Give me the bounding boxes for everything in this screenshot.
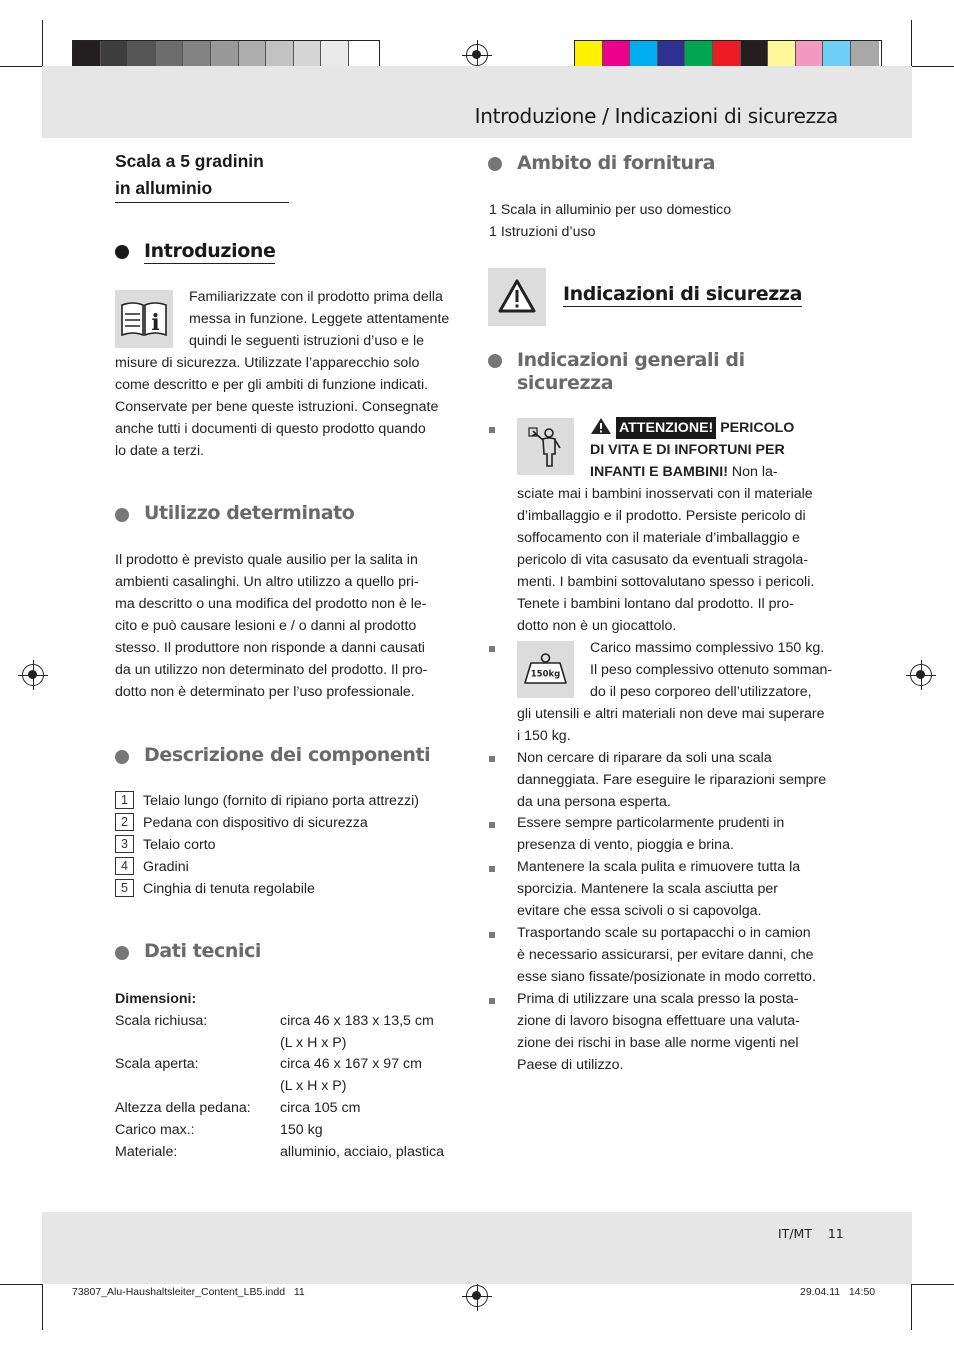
crop-mark [42, 20, 43, 66]
text-line: messa in funzione. Leggete attentamente [189, 311, 450, 327]
crop-mark [0, 66, 42, 67]
warning-small-icon [590, 417, 612, 435]
weight-150kg-icon [517, 641, 574, 698]
crop-mark [911, 20, 912, 66]
gray-swatch [101, 41, 129, 69]
color-swatch [685, 41, 713, 69]
text-line: do il peso corporeo dell’utilizzatore, [590, 684, 812, 700]
gray-swatch [349, 41, 377, 69]
section-bullet [115, 508, 129, 522]
spec-value: circa 46 x 183 x 13,5 cm [280, 1013, 434, 1029]
product-title-line: Scala a 5 gradinin [115, 151, 264, 171]
safety-item [517, 812, 857, 856]
section-heading-componenti: Descrizione dei componenti [144, 744, 431, 766]
heading-line: sicurezza [517, 372, 614, 394]
text-line: ma descritto o una modifica del prodotto non è le- [115, 596, 427, 612]
text-line: Il peso complessivo ottenuto somman- [590, 662, 833, 678]
text-line: lo date a terzi. [115, 443, 205, 459]
registration-mark-icon [466, 44, 488, 66]
component-label: Pedana con dispositivo di sicurezza [143, 815, 368, 831]
section-bullet [115, 245, 129, 259]
component-label: Telaio lungo (fornito di ripiano porta attrezzi) [143, 793, 420, 809]
safety-item [517, 988, 857, 1076]
spec-value: circa 46 x 167 x 97 cm [280, 1056, 422, 1072]
text-line: Non cercare di riparare da soli una scala [517, 750, 772, 766]
color-swatch [796, 41, 824, 69]
crop-mark [0, 1284, 42, 1285]
list-square [489, 427, 495, 433]
crop-mark [912, 1284, 954, 1285]
section-bullet [488, 354, 502, 368]
intro-text [189, 286, 469, 352]
color-swatch [851, 41, 879, 69]
weight-label: 150kg [530, 669, 561, 680]
component-label: Cinghia di tenuta regolabile [143, 881, 315, 897]
list-square [489, 756, 495, 762]
color-swatch [823, 41, 851, 69]
warning-line [590, 461, 850, 483]
text-line: presenza di vento, pioggia e brina. [517, 837, 734, 853]
text-line: anche tutti i documenti di questo prodotto quando [115, 421, 426, 437]
text-line: misure di sicurezza. Utilizzate l’apparecchio solo [115, 355, 420, 371]
component-number: 3 [115, 835, 134, 853]
section-bullet [115, 750, 129, 764]
warning-line [590, 417, 850, 439]
warning-line: DI VITA E DI INFORTUNI PER [590, 442, 785, 458]
color-swatch [741, 41, 769, 69]
warning-triangle-icon [488, 268, 546, 326]
list-square [489, 822, 495, 828]
text-line: quindi le seguenti istruzioni d’uso e le [189, 333, 425, 349]
text-line: Prima di utilizzare una scala presso la posta- [517, 991, 799, 1007]
text-line: sciate mai i bambini inosservati con il materiale [517, 486, 813, 502]
heading-line: Indicazioni generali di [517, 349, 745, 371]
supply-item: 1 Istruzioni d’uso [489, 224, 596, 240]
text-line: Essere sempre particolarmente prudenti in [517, 815, 785, 831]
text-line: menti. I bambini sottovalutano spesso i pericoli. [517, 574, 815, 590]
text-line: è necessario assicurarsi, per evitare danni, che [517, 947, 814, 963]
section-heading-dati: Dati tecnici [144, 940, 262, 962]
spec-value: circa 105 cm [280, 1100, 361, 1116]
component-label: Telaio corto [143, 837, 216, 853]
gray-swatch [266, 41, 294, 69]
color-swatch [713, 41, 741, 69]
section-heading-generali [517, 349, 745, 395]
text-line: dotto non è determinato per l’uso professionale. [115, 684, 415, 700]
spec-label: Carico max.: [115, 1122, 195, 1138]
safety-item [517, 747, 857, 813]
gray-swatch [211, 41, 239, 69]
text-line: soffocamento con il materiale d’imballaggio e [517, 530, 800, 546]
section-bullet [488, 157, 502, 171]
warning-text-block [517, 483, 857, 637]
component-number: 5 [115, 879, 134, 897]
text-line: Il prodotto è previsto quale ausilio per la salita in [115, 552, 418, 568]
section-bullet [115, 946, 129, 960]
gray-swatch [156, 41, 184, 69]
page-number: IT/MT 11 [778, 1226, 844, 1241]
text-line: come descritto e per gli ambiti di funzione indicati. [115, 377, 429, 393]
file-slug: 73807_Alu-Haushaltsleiter_Content_LB5.indd 11 [72, 1286, 305, 1298]
section-heading-utilizzo: Utilizzo determinato [144, 502, 355, 524]
date-slug: 29.04.11 14:50 [800, 1286, 876, 1298]
gray-swatch [183, 41, 211, 69]
text-line: pericolo di vita casusato da eventuali stragola- [517, 552, 809, 568]
list-square [489, 998, 495, 1004]
text-line: cito e può causare lesioni e / o danni al prodotto [115, 618, 417, 634]
text-line: ambienti casalinghi. Un altro utilizzo a quello pri- [115, 574, 419, 590]
spec-label: Altezza della pedana: [115, 1100, 251, 1116]
safety-item [517, 856, 857, 922]
usage-text [115, 549, 470, 703]
spec-value: alluminio, acciaio, plastica [280, 1144, 445, 1160]
crop-mark [912, 66, 954, 67]
text-line: dotto non è un giocattolo. [517, 618, 677, 634]
list-square [489, 866, 495, 872]
component-number: 2 [115, 813, 134, 831]
text-line: zione di lavoro bisogna effettuare una valuta- [517, 1013, 800, 1029]
intro-text-cont [115, 352, 470, 462]
load-text [517, 703, 857, 747]
product-title [115, 148, 289, 203]
safety-item [517, 922, 857, 988]
spec-value: (L x H x P) [280, 1035, 347, 1051]
component-number: 1 [115, 791, 134, 809]
color-swatch [768, 41, 796, 69]
spec-label: Materiale: [115, 1144, 178, 1160]
svg-text:i: i [151, 310, 160, 336]
component-label: Gradini [143, 859, 189, 875]
warning-text: INFANTI E BAMBINI! [590, 464, 728, 480]
text-line: Conservate per bene queste istruzioni. Consegnate [115, 399, 439, 415]
warning-text: Non la- [727, 464, 778, 480]
spec-value: (L x H x P) [280, 1078, 347, 1094]
attention-badge: ATTENZIONE! [616, 417, 716, 439]
registration-mark-icon [910, 664, 932, 686]
supply-item: 1 Scala in alluminio per uso domestico [489, 202, 732, 218]
text-line: d’imballaggio e il prodotto. Persiste pericolo di [517, 508, 806, 524]
child-hazard-icon [517, 418, 574, 475]
footer-band [42, 1212, 912, 1284]
info-book-icon [115, 290, 173, 348]
warning-text: PERICOLO [720, 420, 795, 436]
registration-mark-icon [466, 1285, 488, 1307]
warning-header [590, 417, 850, 483]
color-swatch [603, 41, 631, 69]
color-swatch [630, 41, 658, 69]
page-title: Introduzione / Indicazioni di sicurezza [474, 104, 838, 128]
gray-swatch [294, 41, 322, 69]
text-line: Tenete i bambini lontano dal prodotto. Il pro- [517, 596, 794, 612]
text-line: Mantenere la scala pulita e rimuovere tutta la [517, 859, 801, 875]
spec-label: Scala richiusa: [115, 1013, 208, 1029]
registration-mark-icon [22, 664, 44, 686]
text-line: Carico massimo complessivo 150 kg. [590, 640, 825, 656]
list-square [489, 932, 495, 938]
section-heading-fornitura: Ambito di fornitura [517, 152, 716, 174]
gray-swatch [239, 41, 267, 69]
supply-list [489, 199, 731, 243]
section-heading-introduzione: Introduzione [144, 240, 276, 262]
spec-label: Scala aperta: [115, 1056, 199, 1072]
text-line: da una persona esperta. [517, 794, 671, 810]
crop-mark [42, 1284, 43, 1330]
text-line: evitare che essa scivoli o si capovolga. [517, 903, 762, 919]
text-line: Paese di utilizzo. [517, 1057, 624, 1073]
text-line: gli utensili e altri materiali non deve mai superare [517, 706, 825, 722]
load-text-indent [590, 637, 850, 703]
text-line: Trasportando scale su portapacchi o in camion [517, 925, 811, 941]
color-swatch [658, 41, 686, 69]
text-line: da un utilizzo non determinato del prodotto. Il pro- [115, 662, 428, 678]
crop-mark [911, 1284, 912, 1330]
product-title-line: in alluminio [115, 178, 213, 198]
text-line: zione dei rischi in base alle norme vigenti nel [517, 1035, 799, 1051]
color-swatch [575, 41, 603, 69]
text-line: sporcizia. Mantenere la scala asciutta per [517, 881, 779, 897]
specs-subheading: Dimensioni: [115, 991, 197, 1007]
gray-swatch [128, 41, 156, 69]
text-line: danneggiata. Fare eseguire le riparazioni sempre [517, 772, 827, 788]
list-square [489, 646, 495, 652]
text-line: esse siano fissate/posizionate in modo corretto. [517, 969, 816, 985]
gray-swatch [321, 41, 349, 69]
gray-swatch [73, 41, 101, 69]
spec-value: 150 kg [280, 1122, 323, 1138]
section-heading-sicurezza: Indicazioni di sicurezza [563, 283, 803, 305]
text-line: i 150 kg. [517, 728, 571, 744]
text-line: Familiarizzate con il prodotto prima della [189, 289, 443, 305]
text-line: stesso. Il produttore non risponde a danni causati [115, 640, 425, 656]
component-number: 4 [115, 857, 134, 875]
